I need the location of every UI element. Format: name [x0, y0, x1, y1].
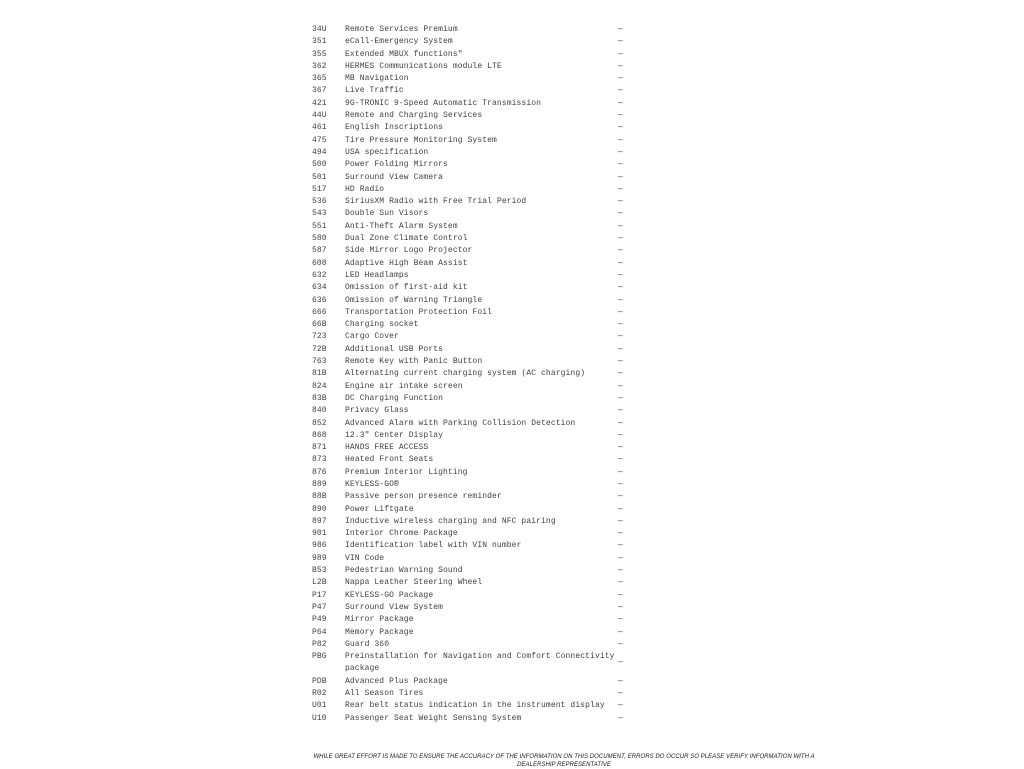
option-code: 868 — [312, 430, 327, 440]
option-description: Engine air intake screen — [345, 381, 463, 391]
option-code: 517 — [312, 184, 327, 194]
option-description: Nappa Leather Steering Wheel — [345, 578, 483, 588]
option-value-dash: — — [618, 566, 623, 576]
option-description: Omission of Warning Triangle — [345, 295, 483, 305]
option-description: Adaptive High Beam Assist — [345, 258, 468, 268]
option-description: Rear belt status indication in the instrument display — [345, 701, 605, 711]
option-description: Anti-Theft Alarm System — [345, 221, 458, 231]
table-row — [312, 602, 628, 614]
table-row — [312, 233, 628, 245]
option-value-dash: — — [618, 676, 623, 686]
table-row — [312, 467, 628, 479]
table-row — [312, 49, 628, 61]
option-description: Remote Key with Panic Button — [345, 357, 483, 367]
table-row — [312, 713, 628, 725]
option-description: Preinstallation for Navigation and Comfort Connectivity package — [345, 652, 615, 674]
option-value-dash: — — [618, 369, 623, 379]
option-value-dash: — — [618, 135, 623, 145]
option-description: Advanced Alarm with Parking Collision Detection — [345, 418, 576, 428]
option-description: Additional USB Ports — [345, 344, 444, 354]
option-code: 871 — [312, 443, 327, 453]
table-row — [312, 344, 628, 356]
option-code: 608 — [312, 258, 327, 268]
table-row — [312, 405, 628, 417]
table-row — [312, 208, 628, 220]
option-code: P17 — [312, 590, 327, 600]
option-value-dash: — — [618, 61, 623, 71]
option-code: 362 — [312, 61, 327, 71]
option-description: HANDS FREE ACCESS — [345, 443, 429, 453]
option-value-dash: — — [618, 492, 623, 502]
option-code: 989 — [312, 553, 327, 563]
option-description: Power Folding Mirrors — [345, 160, 448, 170]
option-code: 421 — [312, 98, 327, 108]
option-value-dash: — — [618, 381, 623, 391]
option-code: 580 — [312, 234, 327, 244]
option-description: Dual Zone Climate Control — [345, 234, 468, 244]
option-value-dash: — — [618, 406, 623, 416]
option-code: 494 — [312, 147, 327, 157]
option-value-dash: — — [618, 283, 623, 293]
option-value-dash: — — [618, 197, 623, 207]
table-row — [312, 122, 628, 134]
option-description: 9G-TRONIC 9-Speed Automatic Transmission — [345, 98, 542, 108]
option-value-dash: — — [618, 37, 623, 47]
option-value-dash: — — [618, 320, 623, 330]
option-value-dash: — — [618, 234, 623, 244]
option-value-dash: — — [618, 504, 623, 514]
option-code: PDB — [312, 676, 327, 686]
option-code: 632 — [312, 270, 327, 280]
option-code: 44U — [312, 111, 327, 121]
option-code: 901 — [312, 529, 327, 539]
option-code: 72B — [312, 344, 327, 354]
option-code: 634 — [312, 283, 327, 293]
option-value-dash: — — [618, 529, 623, 539]
option-description: English Inscriptions — [345, 123, 444, 133]
option-code: 723 — [312, 332, 327, 342]
option-description: eCall-Emergency System — [345, 37, 453, 47]
option-description: Tire Pressure Monitoring System — [345, 135, 497, 145]
table-row — [312, 270, 628, 282]
option-code: P64 — [312, 627, 327, 637]
option-value-dash: — — [618, 479, 623, 489]
table-row — [312, 565, 628, 577]
table-row — [312, 639, 628, 651]
table-row — [312, 135, 628, 147]
table-row — [312, 442, 628, 454]
option-value-dash: — — [618, 209, 623, 219]
option-value-dash: — — [618, 602, 623, 612]
table-row — [312, 368, 628, 380]
option-value-dash: — — [618, 590, 623, 600]
option-code: 34U — [312, 25, 327, 34]
option-description: Power Liftgate — [345, 504, 414, 514]
option-value-dash: — — [618, 270, 623, 280]
option-value-dash: — — [618, 615, 623, 625]
table-row — [312, 24, 628, 36]
table-row — [312, 282, 628, 294]
option-description: MB Navigation — [345, 74, 409, 84]
option-value-dash: — — [618, 627, 623, 637]
table-row — [312, 196, 628, 208]
table-row — [312, 258, 628, 270]
option-code: 500 — [312, 160, 327, 170]
option-description: All Season Tires — [345, 689, 424, 699]
option-value-dash: — — [618, 393, 623, 403]
option-code: 461 — [312, 123, 327, 133]
table-row — [312, 418, 628, 430]
option-description: Guard 360 — [345, 639, 390, 649]
option-value-dash: — — [618, 184, 623, 194]
option-description: Identification label with VIN number — [345, 541, 522, 551]
option-description: Advanced Plus Package — [345, 676, 448, 686]
option-code: R02 — [312, 689, 327, 699]
option-code: B53 — [312, 566, 327, 576]
table-row — [312, 85, 628, 97]
option-description: Pedestrian Warning Sound — [345, 566, 463, 576]
table-row — [312, 528, 628, 540]
table-row — [312, 454, 628, 466]
table-row — [312, 184, 628, 196]
option-code: 501 — [312, 172, 327, 182]
option-value-dash: — — [618, 86, 623, 96]
table-row — [312, 221, 628, 233]
option-value-dash: — — [618, 344, 623, 354]
option-code: P49 — [312, 615, 327, 625]
table-row — [312, 651, 628, 676]
option-value-dash: — — [618, 430, 623, 440]
option-code: 351 — [312, 37, 327, 47]
table-row — [312, 700, 628, 712]
option-description: Side Mirror Logo Projector — [345, 246, 473, 256]
option-code: 475 — [312, 135, 327, 145]
option-code: PBG — [312, 652, 327, 662]
option-code: 66B — [312, 320, 327, 330]
table-row — [312, 504, 628, 516]
option-description: KEYLESS-GO Package — [345, 590, 434, 600]
option-value-dash: — — [618, 332, 623, 342]
option-code: L2B — [312, 578, 327, 588]
option-value-dash: — — [618, 160, 623, 170]
option-value-dash: — — [618, 307, 623, 317]
option-code: U10 — [312, 713, 327, 723]
option-value-dash: — — [618, 111, 623, 121]
option-code: U01 — [312, 701, 327, 711]
option-code: 986 — [312, 541, 327, 551]
table-row — [312, 381, 628, 393]
option-code: 536 — [312, 197, 327, 207]
option-code: 88B — [312, 492, 327, 502]
option-code: 890 — [312, 504, 327, 514]
option-value-dash: — — [618, 357, 623, 367]
option-description: Privacy Glass — [345, 406, 409, 416]
option-code: 876 — [312, 467, 327, 477]
table-row — [312, 245, 628, 257]
option-value-dash: — — [618, 98, 623, 108]
table-row — [312, 319, 628, 331]
table-row — [312, 61, 628, 73]
option-value-dash: — — [618, 658, 623, 668]
option-description: Memory Package — [345, 627, 414, 637]
table-row — [312, 688, 628, 700]
table-row — [312, 627, 628, 639]
option-value-dash: — — [618, 172, 623, 182]
option-code: 636 — [312, 295, 327, 305]
option-code: 587 — [312, 246, 327, 256]
table-row — [312, 295, 628, 307]
option-value-dash: — — [618, 443, 623, 453]
option-value-dash: — — [618, 221, 623, 231]
disclaimer-line-1: WHILE GREAT EFFORT IS MADE TO ENSURE THE ACCURACY OF THE INFORMATION ON THIS DOCUMENT, ERRORS DO OCCUR SO PLEASE VERIFY INFORMATION WITH A — [313, 754, 815, 760]
option-value-dash: — — [618, 295, 623, 305]
option-description: Extended MBUX functions" — [345, 49, 463, 59]
table-row — [312, 159, 628, 171]
vehicle-options-table — [312, 24, 628, 725]
option-value-dash: — — [618, 689, 623, 699]
option-description: LED Headlamps — [345, 270, 409, 280]
option-description: Live Traffic — [345, 86, 404, 96]
option-description: Surround View Camera — [345, 172, 444, 182]
option-description: Surround View System — [345, 602, 444, 612]
table-row — [312, 331, 628, 343]
option-value-dash: — — [618, 713, 623, 723]
table-row — [312, 393, 628, 405]
option-code: 355 — [312, 49, 327, 59]
option-description: Inductive wireless charging and NFC pairing — [345, 516, 556, 526]
option-description: Charging socket — [345, 320, 419, 330]
option-code: 873 — [312, 455, 327, 465]
option-description: HD Radio — [345, 184, 385, 194]
disclaimer-line-2: DEALERSHIP REPRESENTATIVE — [517, 761, 611, 768]
footer-disclaimer — [260, 754, 868, 769]
table-row — [312, 430, 628, 442]
table-row — [312, 73, 628, 85]
option-value-dash: — — [618, 258, 623, 268]
table-row — [312, 516, 628, 528]
table-row — [312, 540, 628, 552]
option-value-dash: — — [618, 553, 623, 563]
table-row — [312, 147, 628, 159]
table-row — [312, 553, 628, 565]
option-code: P82 — [312, 639, 327, 649]
option-value-dash: — — [618, 516, 623, 526]
option-value-dash: — — [618, 246, 623, 256]
table-row — [312, 614, 628, 626]
option-description: Mirror Package — [345, 615, 414, 625]
option-description: USA specification — [345, 147, 429, 157]
option-description: VIN Code — [345, 553, 385, 563]
option-code: 543 — [312, 209, 327, 219]
option-code: 551 — [312, 221, 327, 231]
table-row — [312, 172, 628, 184]
option-description: 12.3" Center Display — [345, 430, 444, 440]
option-value-dash: — — [618, 578, 623, 588]
option-code: 367 — [312, 86, 327, 96]
option-description: DC Charging Function — [345, 393, 444, 403]
option-code: 824 — [312, 381, 327, 391]
option-value-dash: — — [618, 123, 623, 133]
option-description: Transportation Protection Foil — [345, 307, 493, 317]
option-code: 763 — [312, 357, 327, 367]
option-value-dash: — — [618, 25, 623, 34]
option-description: Passive person presence reminder — [345, 492, 502, 502]
option-value-dash: — — [618, 147, 623, 157]
option-value-dash: — — [618, 541, 623, 551]
option-description: Remote and Charging Services — [345, 111, 483, 121]
option-value-dash: — — [618, 467, 623, 477]
table-row — [312, 307, 628, 319]
option-code: 897 — [312, 516, 327, 526]
table-row — [312, 491, 628, 503]
option-description: Double Sun Visors — [345, 209, 429, 219]
table-row — [312, 98, 628, 110]
option-value-dash: — — [618, 455, 623, 465]
option-value-dash: — — [618, 74, 623, 84]
option-description: KEYLESS-GO® — [345, 479, 399, 489]
table-row — [312, 356, 628, 368]
table-row — [312, 479, 628, 491]
option-description: Premium Interior Lighting — [345, 467, 468, 477]
option-code: 83B — [312, 393, 327, 403]
option-description: Heated Front Seats — [345, 455, 434, 465]
table-row — [312, 36, 628, 48]
option-description: Cargo Cover — [345, 332, 399, 342]
option-description: Alternating current charging system (AC charging) — [345, 369, 586, 379]
option-value-dash: — — [618, 639, 623, 649]
option-code: 889 — [312, 479, 327, 489]
table-row — [312, 577, 628, 589]
option-description: Omission of first-aid kit — [345, 283, 468, 293]
option-value-dash: — — [618, 418, 623, 428]
table-row — [312, 590, 628, 602]
option-description: Remote Services Premium — [345, 25, 458, 34]
option-code: 81B — [312, 369, 327, 379]
option-description: HERMES Communications module LTE — [345, 61, 502, 71]
option-code: P47 — [312, 602, 327, 612]
option-value-dash: — — [618, 701, 623, 711]
option-description: Interior Chrome Package — [345, 529, 458, 539]
option-description: SiriusXM Radio with Free Trial Period — [345, 197, 527, 207]
option-code: 840 — [312, 406, 327, 416]
option-code: 852 — [312, 418, 327, 428]
option-value-dash: — — [618, 49, 623, 59]
option-code: 365 — [312, 74, 327, 84]
table-row — [312, 676, 628, 688]
table-row — [312, 110, 628, 122]
option-code: 666 — [312, 307, 327, 317]
option-description: Passenger Seat Weight Sensing System — [345, 713, 522, 723]
